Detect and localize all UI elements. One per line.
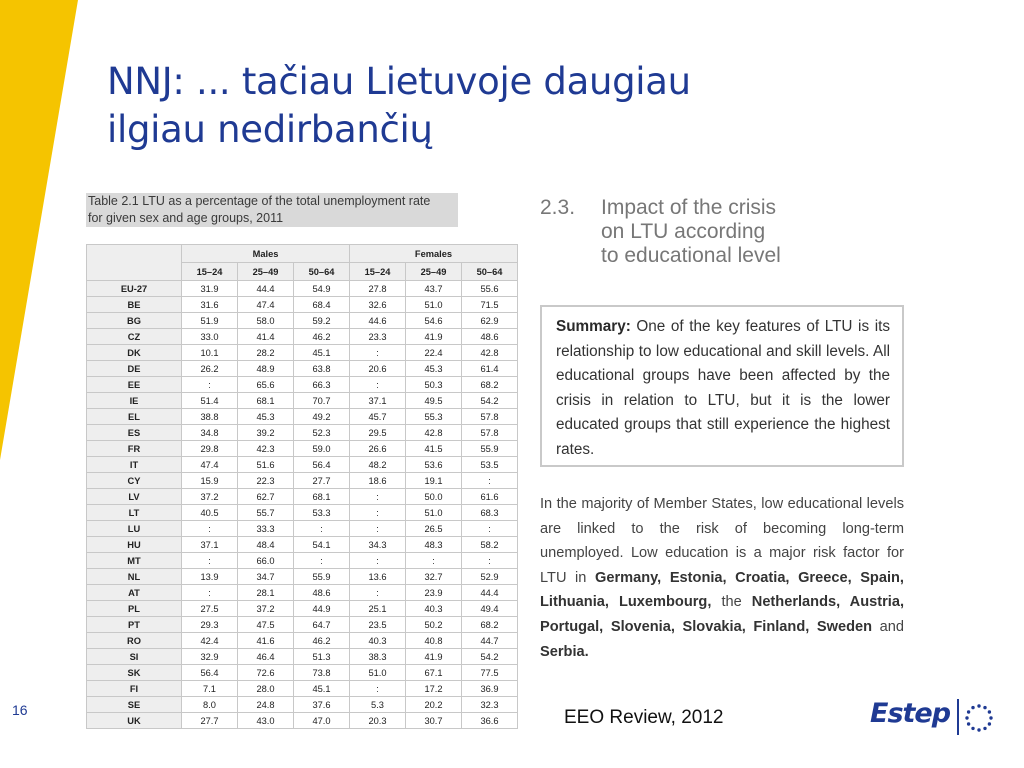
value-cell: 50.3 bbox=[406, 377, 462, 393]
value-cell: : bbox=[182, 553, 238, 569]
value-cell: 68.4 bbox=[294, 297, 350, 313]
country-cell: PL bbox=[87, 601, 182, 617]
body-and: and bbox=[879, 618, 904, 635]
value-cell: 29.8 bbox=[182, 441, 238, 457]
table-row bbox=[87, 393, 518, 409]
table-row bbox=[87, 681, 518, 697]
value-cell: 55.9 bbox=[462, 441, 518, 457]
value-cell: 25.1 bbox=[350, 601, 406, 617]
body-countries-3: Serbia. bbox=[540, 643, 589, 660]
value-cell: 27.7 bbox=[182, 713, 238, 729]
country-cell: LU bbox=[87, 521, 182, 537]
value-cell: 48.3 bbox=[406, 537, 462, 553]
value-cell: 8.0 bbox=[182, 697, 238, 713]
country-cell: EU-27 bbox=[87, 281, 182, 297]
value-cell: 36.6 bbox=[462, 713, 518, 729]
logo-divider bbox=[957, 699, 959, 735]
value-cell: 28.0 bbox=[238, 681, 294, 697]
country-cell: IT bbox=[87, 457, 182, 473]
value-cell: : bbox=[462, 473, 518, 489]
value-cell: : bbox=[462, 521, 518, 537]
value-cell: 66.0 bbox=[238, 553, 294, 569]
value-cell: 47.0 bbox=[294, 713, 350, 729]
country-cell: RO bbox=[87, 633, 182, 649]
value-cell: 40.8 bbox=[406, 633, 462, 649]
value-cell: : bbox=[350, 585, 406, 601]
value-cell: 5.3 bbox=[350, 697, 406, 713]
age-header-males-50-64: 50–64 bbox=[294, 263, 350, 281]
value-cell: 57.8 bbox=[462, 409, 518, 425]
value-cell: 73.8 bbox=[294, 665, 350, 681]
section-title-line-3: to educational level bbox=[601, 244, 781, 267]
value-cell: 54.6 bbox=[406, 313, 462, 329]
country-cell: SE bbox=[87, 697, 182, 713]
table-caption-line-2: for given sex and age groups, 2011 bbox=[88, 211, 284, 225]
summary-box bbox=[540, 305, 904, 467]
table-row bbox=[87, 601, 518, 617]
value-cell: 42.3 bbox=[238, 441, 294, 457]
value-cell: 54.1 bbox=[294, 537, 350, 553]
value-cell: 46.2 bbox=[294, 633, 350, 649]
table-row bbox=[87, 377, 518, 393]
table-row bbox=[87, 361, 518, 377]
age-header-females-15-24: 15–24 bbox=[350, 263, 406, 281]
value-cell: 43.0 bbox=[238, 713, 294, 729]
value-cell: 49.5 bbox=[406, 393, 462, 409]
value-cell: 37.6 bbox=[294, 697, 350, 713]
country-cell: EE bbox=[87, 377, 182, 393]
table-caption bbox=[86, 193, 458, 227]
table-row bbox=[87, 505, 518, 521]
table-row bbox=[87, 649, 518, 665]
value-cell: 55.7 bbox=[238, 505, 294, 521]
value-cell: 10.1 bbox=[182, 345, 238, 361]
value-cell: 65.6 bbox=[238, 377, 294, 393]
value-cell: 26.5 bbox=[406, 521, 462, 537]
value-cell: 41.9 bbox=[406, 329, 462, 345]
table-row bbox=[87, 553, 518, 569]
value-cell: 30.7 bbox=[406, 713, 462, 729]
value-cell: 32.6 bbox=[350, 297, 406, 313]
value-cell: 68.1 bbox=[238, 393, 294, 409]
value-cell: 52.3 bbox=[294, 425, 350, 441]
table-row bbox=[87, 537, 518, 553]
value-cell: 51.0 bbox=[406, 505, 462, 521]
value-cell: 47.5 bbox=[238, 617, 294, 633]
value-cell: 28.1 bbox=[238, 585, 294, 601]
value-cell: 22.4 bbox=[406, 345, 462, 361]
value-cell: 54.2 bbox=[462, 393, 518, 409]
value-cell: 67.1 bbox=[406, 665, 462, 681]
value-cell: 27.7 bbox=[294, 473, 350, 489]
value-cell: 45.1 bbox=[294, 345, 350, 361]
value-cell: 68.2 bbox=[462, 617, 518, 633]
table-row bbox=[87, 617, 518, 633]
eu-stars-icon bbox=[962, 701, 996, 735]
value-cell: 53.3 bbox=[294, 505, 350, 521]
value-cell: 50.2 bbox=[406, 617, 462, 633]
table-row bbox=[87, 329, 518, 345]
value-cell: 37.1 bbox=[350, 393, 406, 409]
value-cell: 51.0 bbox=[350, 665, 406, 681]
value-cell: 38.3 bbox=[350, 649, 406, 665]
table-caption-line-1: Table 2.1 LTU as a percentage of the total unemployment rate bbox=[88, 194, 431, 208]
table-row bbox=[87, 665, 518, 681]
value-cell: 43.7 bbox=[406, 281, 462, 297]
value-cell: 45.1 bbox=[294, 681, 350, 697]
value-cell: 31.9 bbox=[182, 281, 238, 297]
value-cell: 49.2 bbox=[294, 409, 350, 425]
value-cell: 38.8 bbox=[182, 409, 238, 425]
value-cell: 15.9 bbox=[182, 473, 238, 489]
value-cell: 52.9 bbox=[462, 569, 518, 585]
slide-title-line-1: NNJ: ... tačiau Lietuvoje daugiau bbox=[107, 60, 691, 103]
value-cell: : bbox=[294, 553, 350, 569]
value-cell: 64.7 bbox=[294, 617, 350, 633]
value-cell: 23.5 bbox=[350, 617, 406, 633]
value-cell: 13.9 bbox=[182, 569, 238, 585]
value-cell: 20.2 bbox=[406, 697, 462, 713]
body-paragraph bbox=[540, 492, 904, 664]
table-row bbox=[87, 297, 518, 313]
country-cell: CZ bbox=[87, 329, 182, 345]
slide-title-line-2: ilgiau nedirbančių bbox=[107, 108, 433, 151]
value-cell: 40.3 bbox=[350, 633, 406, 649]
value-cell: 37.2 bbox=[238, 601, 294, 617]
value-cell: 31.6 bbox=[182, 297, 238, 313]
value-cell: : bbox=[350, 681, 406, 697]
value-cell: 41.9 bbox=[406, 649, 462, 665]
summary-text: One of the key features of LTU is its relationship to low educational and skill levels. All educational groups have been affected by the crisis in relation to LTU, but it is the lower educated groups that still experience the highest rates. bbox=[556, 318, 890, 458]
country-cell: AT bbox=[87, 585, 182, 601]
value-cell: 46.2 bbox=[294, 329, 350, 345]
country-cell: DK bbox=[87, 345, 182, 361]
value-cell: 32.7 bbox=[406, 569, 462, 585]
table-row bbox=[87, 521, 518, 537]
value-cell: 68.1 bbox=[294, 489, 350, 505]
value-cell: 18.6 bbox=[350, 473, 406, 489]
value-cell: 23.3 bbox=[350, 329, 406, 345]
ltu-table bbox=[86, 244, 518, 729]
country-cell: LT bbox=[87, 505, 182, 521]
value-cell: 61.6 bbox=[462, 489, 518, 505]
country-cell: MT bbox=[87, 553, 182, 569]
age-header-females-25-49: 25–49 bbox=[406, 263, 462, 281]
section-number: 2.3. bbox=[540, 196, 576, 219]
value-cell: 13.6 bbox=[350, 569, 406, 585]
value-cell: 42.8 bbox=[406, 425, 462, 441]
estep-logo bbox=[870, 697, 1000, 739]
table-row bbox=[87, 457, 518, 473]
value-cell: 49.4 bbox=[462, 601, 518, 617]
value-cell: 41.6 bbox=[238, 633, 294, 649]
value-cell: 57.8 bbox=[462, 425, 518, 441]
value-cell: 26.6 bbox=[350, 441, 406, 457]
table-row bbox=[87, 473, 518, 489]
table-row bbox=[87, 633, 518, 649]
value-cell: 32.9 bbox=[182, 649, 238, 665]
females-group-header: Females bbox=[350, 245, 518, 263]
value-cell: : bbox=[182, 521, 238, 537]
value-cell: 40.3 bbox=[406, 601, 462, 617]
value-cell: 44.4 bbox=[462, 585, 518, 601]
value-cell: : bbox=[350, 345, 406, 361]
value-cell: 39.2 bbox=[238, 425, 294, 441]
table-row bbox=[87, 569, 518, 585]
section-title bbox=[601, 196, 841, 268]
value-cell: 61.4 bbox=[462, 361, 518, 377]
value-cell: 58.0 bbox=[238, 313, 294, 329]
table-group-header-row bbox=[87, 245, 518, 263]
table-row bbox=[87, 313, 518, 329]
country-cell: IE bbox=[87, 393, 182, 409]
value-cell: 54.9 bbox=[294, 281, 350, 297]
value-cell: 48.6 bbox=[294, 585, 350, 601]
value-cell: 33.0 bbox=[182, 329, 238, 345]
value-cell: 44.9 bbox=[294, 601, 350, 617]
body-countries-2: Netherlands, Austria, Portugal, Slovenia, Slovakia, Finland, Sweden bbox=[540, 594, 905, 635]
value-cell: 20.3 bbox=[350, 713, 406, 729]
value-cell: 36.9 bbox=[462, 681, 518, 697]
value-cell: 50.0 bbox=[406, 489, 462, 505]
value-cell: 28.2 bbox=[238, 345, 294, 361]
body-the: the bbox=[721, 594, 742, 611]
value-cell: 51.0 bbox=[406, 297, 462, 313]
value-cell: 58.2 bbox=[462, 537, 518, 553]
value-cell: 71.5 bbox=[462, 297, 518, 313]
section-title-line-1: Impact of the crisis bbox=[601, 196, 777, 219]
value-cell: 23.9 bbox=[406, 585, 462, 601]
value-cell: 48.2 bbox=[350, 457, 406, 473]
table-row bbox=[87, 585, 518, 601]
value-cell: 7.1 bbox=[182, 681, 238, 697]
table-row bbox=[87, 345, 518, 361]
value-cell: 70.7 bbox=[294, 393, 350, 409]
age-header-females-50-64: 50–64 bbox=[462, 263, 518, 281]
value-cell: 33.3 bbox=[238, 521, 294, 537]
value-cell: 47.4 bbox=[238, 297, 294, 313]
value-cell: 59.0 bbox=[294, 441, 350, 457]
section-title-line-2: on LTU according bbox=[601, 220, 766, 243]
value-cell: 51.6 bbox=[238, 457, 294, 473]
value-cell: 22.3 bbox=[238, 473, 294, 489]
estep-logo-text: Estep bbox=[870, 698, 951, 729]
value-cell: 20.6 bbox=[350, 361, 406, 377]
value-cell: 55.6 bbox=[462, 281, 518, 297]
value-cell: 63.8 bbox=[294, 361, 350, 377]
value-cell: 68.2 bbox=[462, 377, 518, 393]
value-cell: 41.4 bbox=[238, 329, 294, 345]
value-cell: 42.8 bbox=[462, 345, 518, 361]
value-cell: 72.6 bbox=[238, 665, 294, 681]
country-cell: SI bbox=[87, 649, 182, 665]
value-cell: 46.4 bbox=[238, 649, 294, 665]
value-cell: 26.2 bbox=[182, 361, 238, 377]
table-row bbox=[87, 281, 518, 297]
value-cell: : bbox=[350, 521, 406, 537]
value-cell: 40.5 bbox=[182, 505, 238, 521]
summary-label: Summary: bbox=[556, 318, 631, 335]
value-cell: : bbox=[350, 553, 406, 569]
table-row bbox=[87, 409, 518, 425]
country-cell: UK bbox=[87, 713, 182, 729]
country-cell: NL bbox=[87, 569, 182, 585]
value-cell: 68.3 bbox=[462, 505, 518, 521]
country-cell: ES bbox=[87, 425, 182, 441]
value-cell: : bbox=[350, 377, 406, 393]
value-cell: 34.7 bbox=[238, 569, 294, 585]
country-header-cell bbox=[87, 245, 182, 281]
value-cell: 53.6 bbox=[406, 457, 462, 473]
value-cell: 51.3 bbox=[294, 649, 350, 665]
value-cell: 27.8 bbox=[350, 281, 406, 297]
country-cell: BG bbox=[87, 313, 182, 329]
value-cell: 34.8 bbox=[182, 425, 238, 441]
age-header-males-15-24: 15–24 bbox=[182, 263, 238, 281]
table-row bbox=[87, 441, 518, 457]
country-cell: BE bbox=[87, 297, 182, 313]
value-cell: 48.6 bbox=[462, 329, 518, 345]
value-cell: : bbox=[350, 505, 406, 521]
table-row bbox=[87, 713, 518, 729]
value-cell: 62.9 bbox=[462, 313, 518, 329]
value-cell: 53.5 bbox=[462, 457, 518, 473]
value-cell: 55.9 bbox=[294, 569, 350, 585]
value-cell: : bbox=[350, 489, 406, 505]
value-cell: 45.7 bbox=[350, 409, 406, 425]
value-cell: 24.8 bbox=[238, 697, 294, 713]
country-cell: SK bbox=[87, 665, 182, 681]
country-cell: LV bbox=[87, 489, 182, 505]
value-cell: 54.2 bbox=[462, 649, 518, 665]
table-row bbox=[87, 489, 518, 505]
country-cell: HU bbox=[87, 537, 182, 553]
value-cell: 44.7 bbox=[462, 633, 518, 649]
value-cell: 37.2 bbox=[182, 489, 238, 505]
value-cell: 34.3 bbox=[350, 537, 406, 553]
age-header-males-25-49: 25–49 bbox=[238, 263, 294, 281]
value-cell: 56.4 bbox=[182, 665, 238, 681]
value-cell: 48.4 bbox=[238, 537, 294, 553]
value-cell: 62.7 bbox=[238, 489, 294, 505]
value-cell: 55.3 bbox=[406, 409, 462, 425]
value-cell: : bbox=[182, 377, 238, 393]
page-number: 16 bbox=[12, 702, 28, 718]
value-cell: 51.9 bbox=[182, 313, 238, 329]
value-cell: 44.6 bbox=[350, 313, 406, 329]
value-cell: : bbox=[182, 585, 238, 601]
value-cell: 29.3 bbox=[182, 617, 238, 633]
value-cell: 77.5 bbox=[462, 665, 518, 681]
source-label: EEO Review, 2012 bbox=[564, 707, 724, 728]
country-cell: PT bbox=[87, 617, 182, 633]
value-cell: 45.3 bbox=[406, 361, 462, 377]
country-cell: EL bbox=[87, 409, 182, 425]
table-row bbox=[87, 697, 518, 713]
body-intro: In the majority of Member States, low educational levels are linked to the risk of becoming long-term unemployed. Low education is a major risk factor for LTU in bbox=[540, 496, 904, 586]
value-cell: : bbox=[294, 521, 350, 537]
value-cell: : bbox=[406, 553, 462, 569]
value-cell: 45.3 bbox=[238, 409, 294, 425]
value-cell: 17.2 bbox=[406, 681, 462, 697]
value-cell: : bbox=[462, 553, 518, 569]
value-cell: 56.4 bbox=[294, 457, 350, 473]
value-cell: 27.5 bbox=[182, 601, 238, 617]
country-cell: FI bbox=[87, 681, 182, 697]
table-body bbox=[87, 281, 518, 729]
slide-title bbox=[107, 58, 987, 154]
country-cell: DE bbox=[87, 361, 182, 377]
country-cell: FR bbox=[87, 441, 182, 457]
value-cell: 42.4 bbox=[182, 633, 238, 649]
value-cell: 59.2 bbox=[294, 313, 350, 329]
value-cell: 51.4 bbox=[182, 393, 238, 409]
country-cell: CY bbox=[87, 473, 182, 489]
value-cell: 48.9 bbox=[238, 361, 294, 377]
value-cell: 66.3 bbox=[294, 377, 350, 393]
value-cell: 19.1 bbox=[406, 473, 462, 489]
value-cell: 37.1 bbox=[182, 537, 238, 553]
value-cell: 47.4 bbox=[182, 457, 238, 473]
value-cell: 32.3 bbox=[462, 697, 518, 713]
table-row bbox=[87, 425, 518, 441]
value-cell: 41.5 bbox=[406, 441, 462, 457]
males-group-header: Males bbox=[182, 245, 350, 263]
value-cell: 29.5 bbox=[350, 425, 406, 441]
body-countries-1: Germany, Estonia, Croatia, Greece, Spain, Lithuania, Luxembourg, bbox=[540, 569, 904, 611]
yellow-accent-shape bbox=[0, 0, 80, 768]
value-cell: 44.4 bbox=[238, 281, 294, 297]
